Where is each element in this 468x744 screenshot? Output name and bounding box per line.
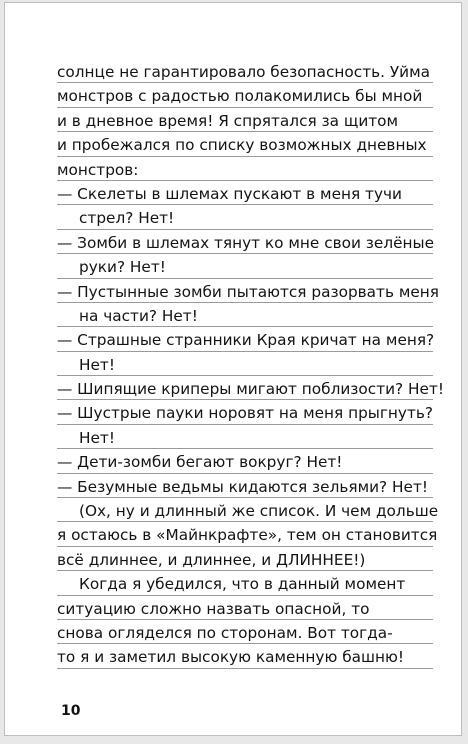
text-line-8: — Зомби в шлемах тянут ко мне свои зелёные — [57, 230, 433, 254]
text-line-1: солнце не гарантировало безопасность. Уйма — [57, 59, 433, 83]
text-line-17: — Дети-зомби бегают вокруг? Нет! — [57, 449, 433, 473]
text-line-19: (Ох, ну и длинный же список. И чем дольше — [57, 498, 433, 522]
text-line-20: я остаюсь в «Майнкрафте», тем он становится — [57, 522, 433, 546]
text-line-24: снова огляделся по сторонам. Вот тогда- — [57, 620, 433, 644]
text-line-21: всё длиннее, и длиннее, и ДЛИННЕЕ!) — [57, 547, 433, 571]
text-line-9: руки? Нет! — [57, 254, 433, 278]
text-line-2: монстров с радостью полакомились бы мной — [57, 83, 433, 107]
text-line-12: — Страшные странники Края кричат на меня? — [57, 327, 433, 351]
text-line-25: то я и заметил высокую каменную башню! — [57, 644, 433, 668]
text-line-15: — Шустрые пауки норовят на меня прыгнуть? — [57, 400, 433, 424]
text-line-13: Нет! — [57, 352, 433, 376]
text-line-7: стрел? Нет! — [57, 205, 433, 229]
text-line-5: монстров: — [57, 157, 433, 181]
text-line-18: — Безумные ведьмы кидаются зельями? Нет! — [57, 474, 433, 498]
page-number: 10 — [61, 703, 81, 719]
page-text — [57, 59, 444, 669]
book-page — [4, 2, 462, 736]
text-line-11: на части? Нет! — [57, 303, 433, 327]
text-line-16: Нет! — [57, 425, 433, 449]
text-line-10: — Пустынные зомби пытаются разорвать меня — [57, 279, 433, 303]
text-line-22: Когда я убедился, что в данный момент — [57, 571, 433, 595]
text-line-3: и в дневное время! Я спрятался за щитом — [57, 108, 433, 132]
text-line-23: ситуацию сложно назвать опасной, то — [57, 596, 433, 620]
text-line-14: — Шипящие криперы мигают поблизости? Нет! — [57, 376, 433, 400]
text-line-4: и пробежался по списку возможных дневных — [57, 132, 433, 156]
text-line-6: — Скелеты в шлемах пускают в меня тучи — [57, 181, 433, 205]
